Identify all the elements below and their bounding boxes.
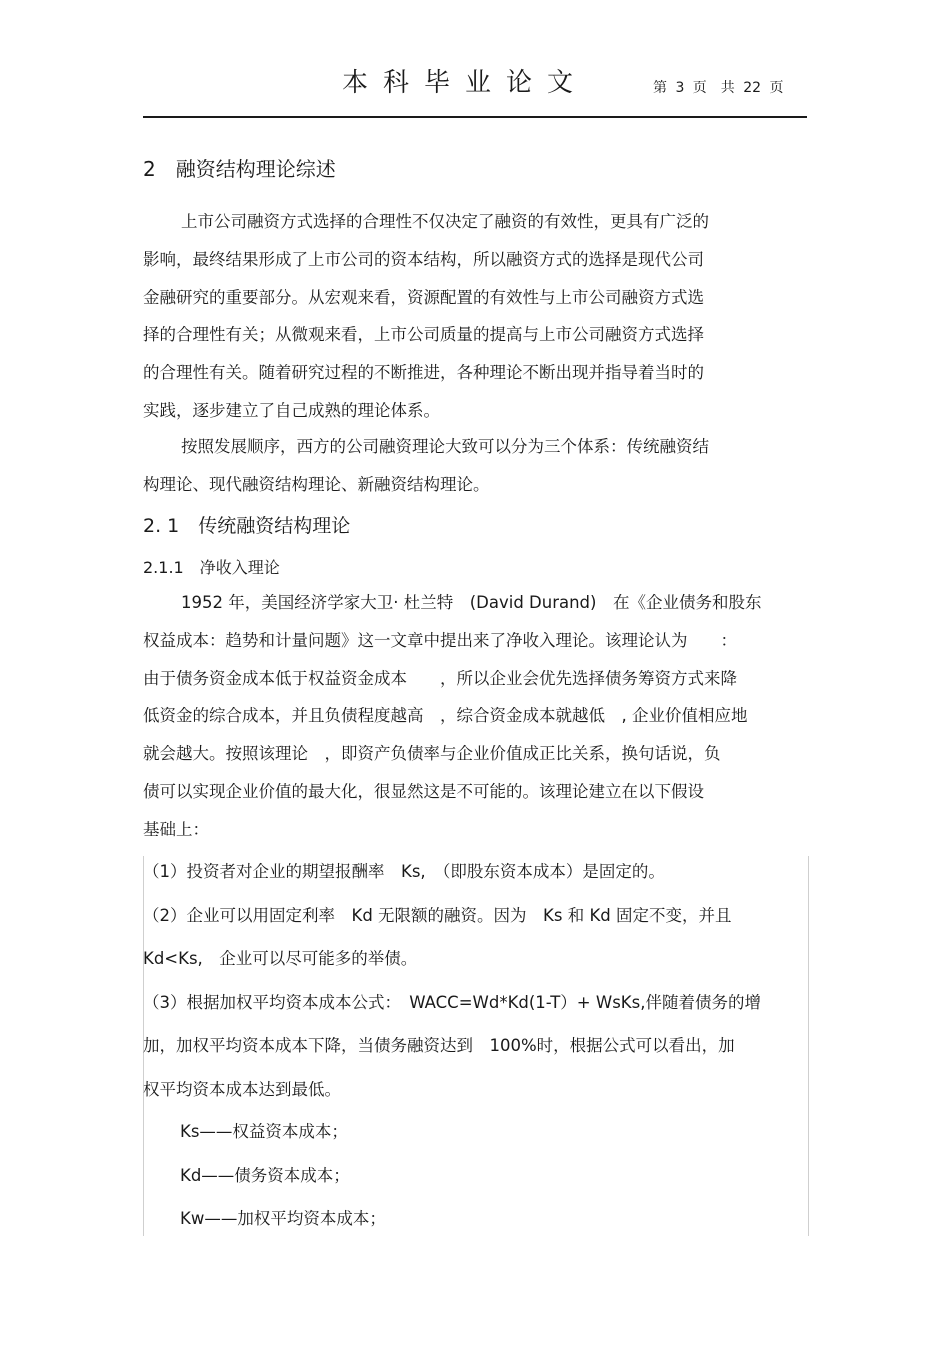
net-income-theory-paragraph: [143, 584, 803, 849]
definitions-list: [180, 1110, 386, 1241]
definition-item: Ks——权益资本成本；: [180, 1122, 348, 1141]
definition-item: Kd——债务资本成本；: [180, 1165, 350, 1185]
text-line: 择的合理性有关；从微观来看，上市公司质量的提高与上市公司融资方式选择: [143, 325, 704, 345]
text-line: 基础上：: [143, 819, 209, 839]
text-line: 按照发展顺序，西方的公司融资理论大致可以分为三个体系：传统融资结: [181, 437, 709, 456]
text-line: 低资金的综合成本，并且负债程度越高 ，综合资金成本就越低 , 企业价值相应地: [143, 706, 748, 726]
subsubsection-heading: 2.1.1 净收入理论: [143, 558, 280, 577]
list-item: Kd<Ks, 企业可以尽可能多的举债。: [143, 949, 418, 968]
section-heading: 2 融资结构理论综述: [143, 157, 336, 181]
list-item: （1）投资者对企业的期望报酬率 Ks, （即股东资本成本）是固定的。: [143, 862, 665, 881]
page-number: 第 3 页 共 22 页: [653, 80, 784, 96]
document-title: 本科毕业论文: [342, 68, 589, 98]
text-line: 构理论、现代融资结构理论、新融资结构理论。: [143, 474, 490, 494]
section-paragraph-1: [143, 203, 803, 430]
text-line: 实践，逐步建立了自己成熟的理论体系。: [143, 400, 440, 420]
text-line: 由于债务资金成本低于权益资金成本 ，所以企业会优先选择债务筹资方式来降: [143, 668, 737, 688]
text-line: 1952 年，美国经济学家大卫· 杜兰特 (David Durand) 在《企业债务和股东: [181, 593, 762, 612]
header-divider: [143, 116, 807, 118]
text-line: 债可以实现企业价值的最大化，很显然这是不可能的。该理论建立在以下假设: [143, 781, 704, 801]
text-line: 上市公司融资方式选择的合理性不仅决定了融资的有效性，更具有广泛的: [181, 212, 709, 231]
text-line: 金融研究的重要部分。从宏观来看，资源配置的有效性与上市公司融资方式选: [143, 287, 704, 307]
assumptions-list: [143, 850, 807, 1111]
text-line: 的合理性有关。随着研究过程的不断推进，各种理论不断出现并指导着当时的: [143, 363, 704, 383]
list-item: 加，加权平均资本成本下降，当债务融资达到 100%时，根据公式可以看出，加: [143, 1036, 735, 1055]
subsection-heading: 2. 1 传统融资结构理论: [143, 515, 351, 537]
text-line: 权益成本：趋势和计量问题》这一文章中提出来了净收入理论。该理论认为 ：: [143, 630, 737, 650]
list-item: （3）根据加权平均资本成本公式： WACC=Wd*Kd(1-T）+ WsKs,伴随着债务的增: [143, 992, 761, 1012]
text-line: 影响，最终结果形成了上市公司的资本结构，所以融资方式的选择是现代公司: [143, 249, 704, 269]
text-line: 就会越大。按照该理论 ，即资产负债率与企业价值成正比关系，换句话说，负: [143, 744, 721, 764]
definition-item: Kw——加权平均资本成本；: [180, 1209, 386, 1228]
list-item: （2）企业可以用固定利率 Kd 无限额的融资。因为 Ks 和 Kd 固定不变，并且: [143, 905, 732, 925]
section-paragraph-2: [143, 428, 803, 504]
list-item: 权平均资本成本达到最低。: [143, 1079, 341, 1099]
